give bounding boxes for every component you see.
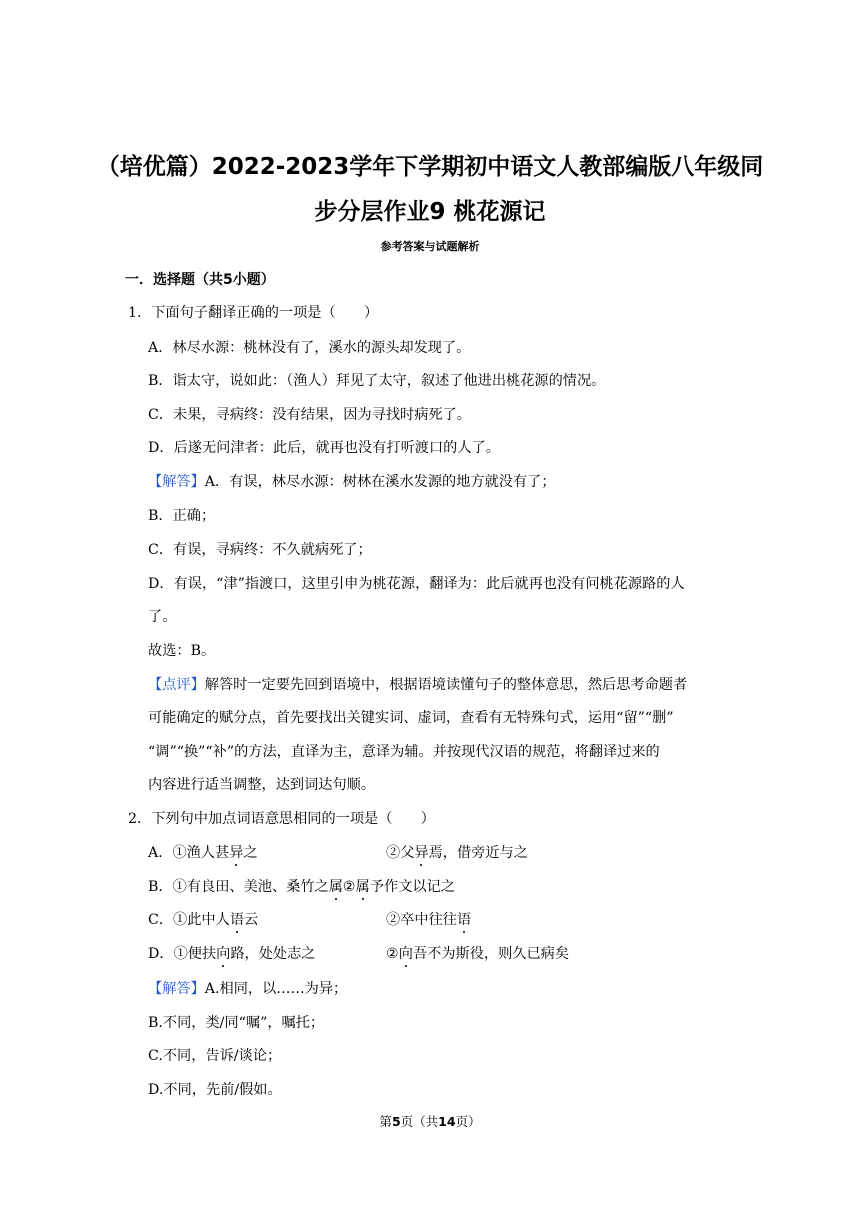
- answer-choice: 故选：B。: [148, 643, 216, 659]
- dotted-word: 属: [329, 876, 343, 896]
- comment-line-2: 可能确定的赋分点，首先要找出关键实词、虚词，查看有无特殊句式，运用“留”“删”: [148, 710, 674, 726]
- option-label: B．: [148, 879, 173, 895]
- comment-line-1: [148, 674, 687, 694]
- subtitle: 参考答案与试题解析: [380, 240, 480, 253]
- option-b: [148, 876, 748, 896]
- sentence-2: ②卒中往往语: [386, 909, 471, 929]
- sentence-2: ②父异焉，借旁近与之: [386, 842, 528, 862]
- page-number: 5: [391, 1114, 401, 1129]
- sentence-2: ②向吾不为斯役，则久已病矣: [386, 943, 569, 963]
- comment-line-3: “调”“换”“补”的方法，直译为主，意译为辅。并按现代汉语的规范，将翻译过来的: [148, 744, 660, 760]
- answer-text: A.相同，以……为异；: [204, 981, 348, 997]
- dotted-word: 向: [216, 943, 230, 963]
- option-d: D．后遂无问津者：此后，就再也没有打听渡口的人了。: [148, 440, 500, 456]
- answer-tag: 【解答】: [148, 981, 205, 997]
- sentence-2: ②属予作文以记之: [343, 879, 455, 895]
- answer-line-c: C.不同，告诉/谈论；: [148, 1048, 282, 1064]
- comment-text: 解答时一定要先回到语境中，根据语境读懂句子的整体意思，然后思考命题者: [204, 677, 688, 693]
- page-total: 14: [438, 1114, 456, 1129]
- option-a: A．林尽水源：桃林没有了，溪水的源头却发现了。: [148, 340, 471, 356]
- option-label: D．: [148, 946, 174, 962]
- answer-line-a: [148, 471, 556, 491]
- question-stem: 1．下面句子翻译正确的一项是（ ）: [128, 305, 379, 321]
- answer-line-b: B.不同，类/同“嘱”，嘱托；: [148, 1015, 325, 1031]
- answer-line-d: D.不同，先前/假如。: [148, 1082, 282, 1098]
- answer-line-d-cont: 了。: [148, 609, 177, 625]
- dotted-word: 语: [230, 909, 244, 929]
- answer-text: A．有误，林尽水源：树林在溪水发源的地方就没有了；: [204, 474, 556, 490]
- comment-line-4: 内容进行适当调整，达到词达句顺。: [148, 777, 376, 793]
- document-title-line1: （培优篇）2022-2023学年下学期初中语文人教部编版八年级同: [96, 154, 764, 180]
- option-c: [148, 909, 748, 929]
- question-stem: 2．下列句中加点词语意思相同的一项是（ ）: [128, 811, 435, 827]
- option-label: C．: [148, 912, 174, 928]
- dotted-word: 语: [457, 909, 471, 929]
- option-a: [148, 842, 748, 862]
- sentence-1: ①此中人语云: [173, 912, 258, 928]
- option-b: B．诣太守，说如此：（渔人）拜见了太守，叙述了他进出桃花源的情况。: [148, 373, 606, 389]
- dotted-word: 异: [229, 842, 243, 862]
- option-d: [148, 943, 748, 963]
- sentence-1: ①渔人甚异之: [172, 845, 257, 861]
- answer-line-c: C．有误，寻病终：不久就病死了；: [148, 542, 372, 558]
- option-c: C．未果，寻病终：没有结果，因为寻找时病死了。: [148, 407, 471, 423]
- sentence-1: ①有良田、美池、桑竹之属: [173, 879, 343, 895]
- page-footer: 第5页（共14页）: [379, 1114, 481, 1129]
- answer-line-a: [148, 978, 347, 998]
- section-heading: 一．选择题（共5小题）: [125, 272, 275, 288]
- dotted-word: 属: [356, 876, 370, 896]
- answer-line-d: D．有误，“津”指渡口，这里引申为桃花源，翻译为：此后就再也没有问桃花源路的人: [148, 576, 685, 592]
- option-label: A．: [148, 845, 173, 861]
- document-title-line2: 步分层作业9 桃花源记: [314, 199, 546, 225]
- answer-tag: 【解答】: [148, 474, 205, 490]
- sentence-1: ①便扶向路，处处志之: [174, 946, 316, 962]
- dotted-word: 异: [414, 842, 428, 862]
- answer-line-b: B．正确；: [148, 508, 216, 524]
- comment-tag: 【点评】: [148, 677, 205, 693]
- dotted-word: 向: [399, 943, 413, 963]
